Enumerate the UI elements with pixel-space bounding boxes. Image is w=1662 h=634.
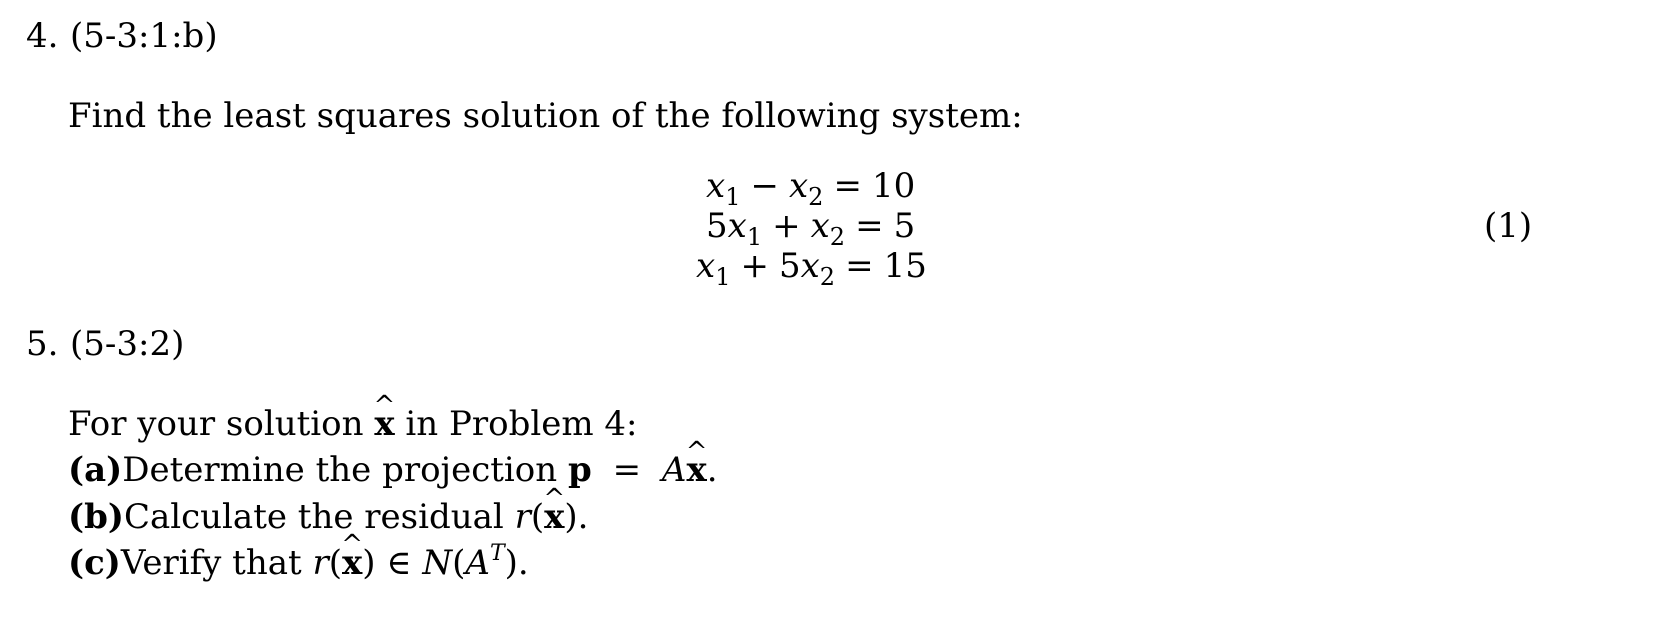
problem-4-code: (5-3:1:b) (70, 16, 218, 56)
part-c-label: (c) (68, 543, 121, 583)
part-b: (b)Calculate the residual r(^ x). (68, 497, 588, 537)
equation-1: $x_1 - x_2 = 10$ (706, 166, 916, 211)
part-a: (a)Determine the projection p = A^ x. (68, 450, 718, 490)
problem-5-intro: For your solution ^ x in Problem 4: (68, 404, 637, 444)
part-a-label: (a) (68, 450, 123, 490)
equation-number: (1) (1484, 206, 1533, 246)
problem-5-number: 5. (26, 324, 59, 364)
part-c: (c)Verify that r(^ x) ∈ $N(A^T)$. (68, 543, 529, 588)
problem-5-code: (5-3:2) (70, 324, 185, 364)
part-b-label: (b) (68, 497, 124, 537)
equation-3: $x_1 + 5x_2 = 15$ (696, 246, 927, 291)
equation-2: $5x_1 + x_2 = 5$ (706, 206, 916, 251)
problem-4-number: 4. (26, 16, 59, 56)
problem-4-statement: Find the least squares solution of the following system: (68, 96, 1023, 136)
